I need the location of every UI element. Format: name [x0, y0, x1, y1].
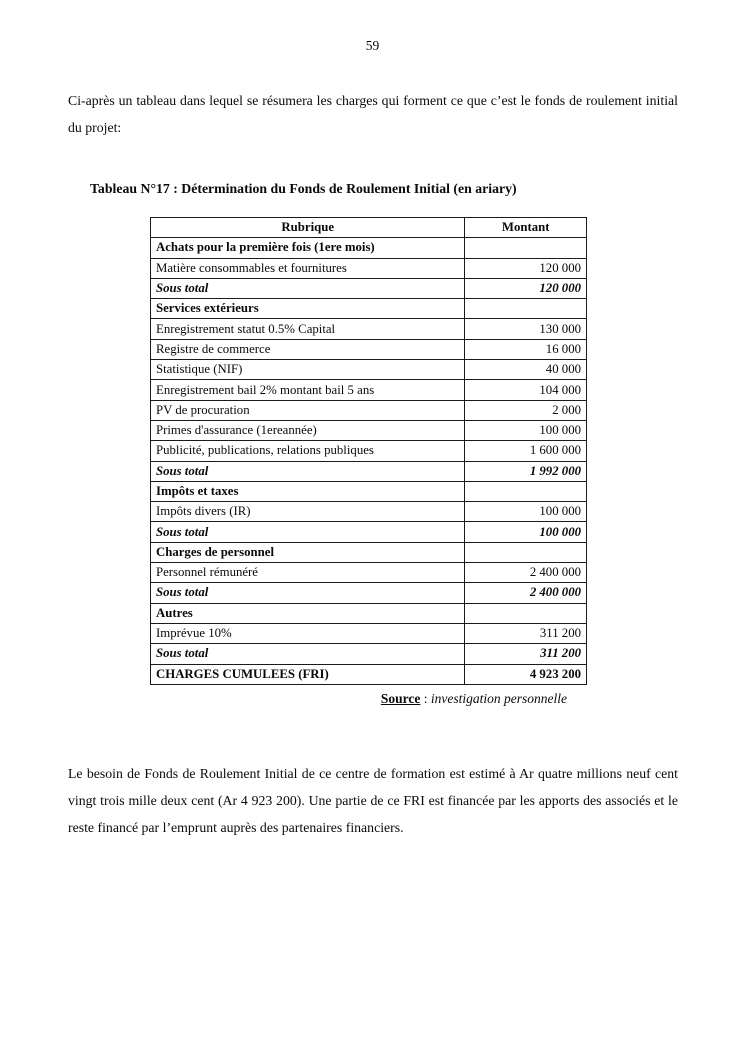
- table-row: [151, 238, 587, 258]
- row-label: Charges de personnel: [151, 542, 465, 562]
- row-label: Registre de commerce: [151, 339, 465, 359]
- table-title: Tableau N°17 : Détermination du Fonds de Roulement Initial (en ariary): [90, 181, 517, 196]
- row-label: Impôts et taxes: [151, 481, 465, 501]
- row-label: Personnel rémunéré: [151, 563, 465, 583]
- row-amount: 2 400 000: [465, 583, 587, 603]
- row-amount: [465, 542, 587, 562]
- table-header-row: [151, 218, 587, 238]
- table-row: [151, 644, 587, 664]
- row-label: Publicité, publications, relations publiques: [151, 441, 465, 461]
- row-amount: 1 600 000: [465, 441, 587, 461]
- row-label: Matière consommables et fournitures: [151, 258, 465, 278]
- row-label: Sous total: [151, 522, 465, 542]
- column-header-montant: Montant: [465, 218, 587, 238]
- row-amount: 120 000: [465, 278, 587, 298]
- row-amount: 100 000: [465, 502, 587, 522]
- table-row: [151, 441, 587, 461]
- row-label: Impôts divers (IR): [151, 502, 465, 522]
- row-label: Statistique (NIF): [151, 360, 465, 380]
- row-amount: [465, 238, 587, 258]
- table-row: [151, 258, 587, 278]
- table-row: [151, 360, 587, 380]
- table-row: [151, 380, 587, 400]
- table-body: [151, 238, 587, 685]
- table-row: [151, 278, 587, 298]
- table-row: [151, 583, 587, 603]
- row-label: Services extérieurs: [151, 299, 465, 319]
- source-separator: :: [420, 691, 431, 706]
- table-row: [151, 542, 587, 562]
- table-row: [151, 603, 587, 623]
- row-amount: 100 000: [465, 522, 587, 542]
- table-row: [151, 522, 587, 542]
- row-label: Achats pour la première fois (1ere mois): [151, 238, 465, 258]
- row-amount: 100 000: [465, 420, 587, 440]
- row-amount: 2 000: [465, 400, 587, 420]
- row-label: Sous total: [151, 461, 465, 481]
- row-label: Sous total: [151, 583, 465, 603]
- row-amount: [465, 603, 587, 623]
- table-row: [151, 461, 587, 481]
- row-amount: [465, 481, 587, 501]
- row-amount: 104 000: [465, 380, 587, 400]
- row-amount: 1 992 000: [465, 461, 587, 481]
- row-amount: 120 000: [465, 258, 587, 278]
- row-label: Enregistrement statut 0.5% Capital: [151, 319, 465, 339]
- row-amount: 40 000: [465, 360, 587, 380]
- row-amount: 130 000: [465, 319, 587, 339]
- table-row: [151, 481, 587, 501]
- fri-table: [150, 217, 587, 685]
- row-amount: [465, 299, 587, 319]
- row-amount: 311 200: [465, 623, 587, 643]
- row-label: Autres: [151, 603, 465, 623]
- closing-paragraph: Le besoin de Fonds de Roulement Initial de ce centre de formation est estimé à Ar quatre millions neuf cent vingt trois mille deux cent (Ar 4 923 200). Une partie de ce FRI est financée par les apports des associés et le reste financé par l’emprunt auprès des partenaires financiers.: [68, 766, 678, 835]
- column-header-rubrique: Rubrique: [151, 218, 465, 238]
- table-row: [151, 623, 587, 643]
- table-row: [151, 563, 587, 583]
- row-amount: 4 923 200: [465, 664, 587, 684]
- page-number: 59: [365, 38, 380, 53]
- row-amount: 2 400 000: [465, 563, 587, 583]
- row-label: Sous total: [151, 644, 465, 664]
- row-label: Enregistrement bail 2% montant bail 5 ans: [151, 380, 465, 400]
- table-row: [151, 420, 587, 440]
- table-row: [151, 299, 587, 319]
- row-amount: 16 000: [465, 339, 587, 359]
- source-text: investigation personnelle: [430, 691, 567, 706]
- table-row: [151, 400, 587, 420]
- source-line: [150, 691, 587, 707]
- row-label: Imprévue 10%: [151, 623, 465, 643]
- table-row: [151, 502, 587, 522]
- row-label: Sous total: [151, 278, 465, 298]
- row-label: PV de procuration: [151, 400, 465, 420]
- table-row: [151, 664, 587, 684]
- row-amount: 311 200: [465, 644, 587, 664]
- row-label: CHARGES CUMULEES (FRI): [151, 664, 465, 684]
- row-label: Primes d'assurance (1ereannée): [151, 420, 465, 440]
- table-row: [151, 339, 587, 359]
- table-row: [151, 319, 587, 339]
- source-label: Source: [380, 691, 421, 706]
- intro-paragraph: Ci-après un tableau dans lequel se résumera les charges qui forment ce que c’est le fonds de roulement initial du projet:: [68, 93, 678, 135]
